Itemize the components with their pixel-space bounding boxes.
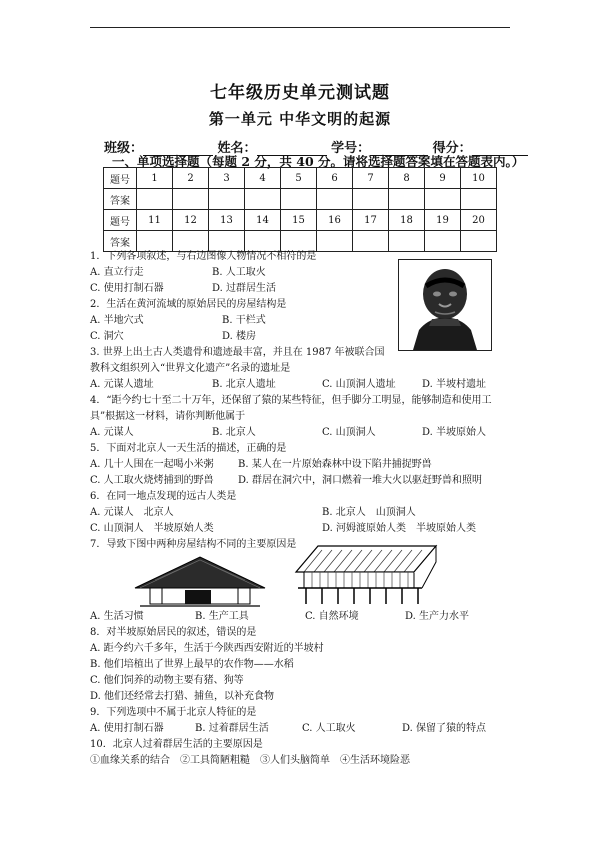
section-heading: 一、单项选择题（每题 2 分，共 40 分。请将选择题答案填在答题表内。）: [112, 154, 525, 169]
option-b: B. 某人在一片原始森林中设下陷井捕捉野兽: [238, 459, 432, 470]
number-cell: 9: [425, 168, 461, 189]
question-7: 7．导致下图中两种房屋结构不同的主要原因是: [90, 539, 297, 550]
number-cell: 13: [209, 210, 245, 231]
answer-cell[interactable]: [281, 189, 317, 210]
question-3-cont: 教科文组织列入“世界文化遗产”名录的遗址是: [90, 363, 291, 374]
question-1: 1．下列各项叙述，与右边图像人物情况不相符的是: [90, 251, 317, 262]
option-b: B. 干栏式: [222, 315, 266, 326]
name-label: 姓名：: [217, 141, 257, 156]
option-b: B. 北京人: [212, 427, 256, 438]
answer-cell[interactable]: [353, 231, 389, 252]
answer-cell[interactable]: [425, 231, 461, 252]
number-cell: 12: [173, 210, 209, 231]
number-cell: 5: [281, 168, 317, 189]
number-cell: 1: [137, 168, 173, 189]
option-b: B. 北京人遗址: [212, 379, 276, 390]
answer-cell[interactable]: [461, 189, 497, 210]
option-d: D. 他们还经常去打猎、捕鱼，以补充食物: [90, 691, 275, 702]
number-cell: 15: [281, 210, 317, 231]
question-10-options: ①血缘关系的结合 ②工具简陋粗糙 ③人们头脑简单 ④生活环境险恶: [90, 755, 410, 766]
table-row: [104, 189, 497, 210]
option-c: C. 洞穴: [90, 331, 124, 342]
answer-cell[interactable]: [353, 189, 389, 210]
round-hut-illustration: [130, 554, 270, 610]
option-c: C. 山顶洞人: [322, 427, 376, 438]
page-title: 七年级历史单元测试题: [210, 83, 390, 103]
answer-cell[interactable]: [461, 231, 497, 252]
score-label: 得分：: [432, 141, 472, 156]
option-a: A. 元谋人遗址: [90, 379, 154, 390]
number-cell: 17: [353, 210, 389, 231]
option-a: A. 生活习惯: [90, 611, 144, 622]
answer-cell[interactable]: [317, 231, 353, 252]
table-row: [104, 210, 497, 231]
option-b: B. 人工取火: [212, 267, 266, 278]
number-cell: 18: [389, 210, 425, 231]
option-b: B. 过着群居生活: [195, 723, 269, 734]
question-8: 8．对半坡原始居民的叙述，错误的是: [90, 627, 257, 638]
option-d: D. 河姆渡原始人类 半坡原始人类: [322, 523, 477, 534]
option-a: A. 元谋人 北京人: [90, 507, 174, 518]
question-4: 4．“距今约七十至二十万年，还保留了猿的某些特征，但手脚分工明显，能够制造和使用工: [90, 395, 492, 406]
table-row: [104, 168, 497, 189]
question-4-cont: 具”根据这一材料，请你判断他属于: [90, 411, 246, 422]
option-d: D. 半坡村遗址: [422, 379, 487, 390]
number-cell: 19: [425, 210, 461, 231]
answer-cell[interactable]: [173, 189, 209, 210]
answer-cell[interactable]: [389, 189, 425, 210]
option-a: A. 直立行走: [90, 267, 144, 278]
number-cell: 10: [461, 168, 497, 189]
question-10: 10．北京人过着群居生活的主要原因是: [90, 739, 263, 750]
option-c: C. 人工取火烧烤捕到的野兽: [90, 475, 214, 486]
number-cell: 20: [461, 210, 497, 231]
question-6: 6．在同一地点发现的远古人类是: [90, 491, 237, 502]
answer-cell[interactable]: [245, 189, 281, 210]
option-a: A. 元谋人: [90, 427, 134, 438]
top-rule: [90, 27, 510, 28]
number-cell: 11: [137, 210, 173, 231]
option-a: A. 几十人围在一起喝小米粥: [90, 459, 214, 470]
option-a: A. 距今约六千多年，生活于今陕西西安附近的半坡村: [90, 643, 324, 654]
answer-cell[interactable]: [389, 231, 425, 252]
class-label: 班级：: [104, 141, 144, 156]
peking-man-bust-image: [398, 259, 492, 351]
question-3: 3. 世界上出土古人类遗骨和遗迹最丰富，并且在 1987 年被联合国: [90, 347, 385, 358]
unit-subtitle: 第一单元 中华文明的起源: [208, 110, 392, 128]
option-c: C. 人工取火: [302, 723, 356, 734]
option-b: B. 他们培植出了世界上最早的农作物——水稻: [90, 659, 294, 670]
number-cell: 7: [353, 168, 389, 189]
option-c: C. 自然环境: [305, 611, 359, 622]
header-cell: 答案: [104, 231, 137, 252]
option-a: A. 使用打制石器: [90, 723, 164, 734]
question-9: 9．下列选项中不属于北京人特征的是: [90, 707, 257, 718]
option-c: C. 使用打制石器: [90, 283, 164, 294]
option-d: D. 半坡原始人: [422, 427, 487, 438]
number-cell: 2: [173, 168, 209, 189]
option-b: B. 生产工具: [195, 611, 249, 622]
question-5: 5．下面对北京人一天生活的描述，正确的是: [90, 443, 287, 454]
stilt-house-illustration: [292, 542, 442, 608]
option-c: C. 他们饲养的动物主要有猪、狗等: [90, 675, 244, 686]
option-a: A. 半地穴式: [90, 315, 144, 326]
answer-cell[interactable]: [137, 189, 173, 210]
option-d: D. 群居在洞穴中，洞口燃着一堆大火以驱赶野兽和照明: [238, 475, 483, 486]
number-cell: 8: [389, 168, 425, 189]
answer-table: [103, 167, 497, 252]
option-d: D. 过群居生活: [212, 283, 277, 294]
number-cell: 6: [317, 168, 353, 189]
answer-cell[interactable]: [317, 189, 353, 210]
header-cell: 题号: [104, 168, 137, 189]
option-b: B. 北京人 山顶洞人: [322, 507, 416, 518]
option-c: C. 山顶洞人遗址: [322, 379, 396, 390]
option-d: D. 生产力水平: [405, 611, 470, 622]
answer-cell[interactable]: [425, 189, 461, 210]
number-cell: 16: [317, 210, 353, 231]
bust-illustration: [399, 260, 491, 350]
number-cell: 4: [245, 168, 281, 189]
header-cell: 题号: [104, 210, 137, 231]
id-label: 学号：: [331, 141, 371, 156]
option-d: D. 保留了猿的特点: [402, 723, 487, 734]
option-d: D. 楼房: [222, 331, 257, 342]
question-2: 2．生活在黄河流域的原始居民的房屋结构是: [90, 299, 287, 310]
answer-cell[interactable]: [209, 189, 245, 210]
number-cell: 14: [245, 210, 281, 231]
number-cell: 3: [209, 168, 245, 189]
option-c: C. 山顶洞人 半坡原始人类: [90, 523, 214, 534]
header-cell: 答案: [104, 189, 137, 210]
